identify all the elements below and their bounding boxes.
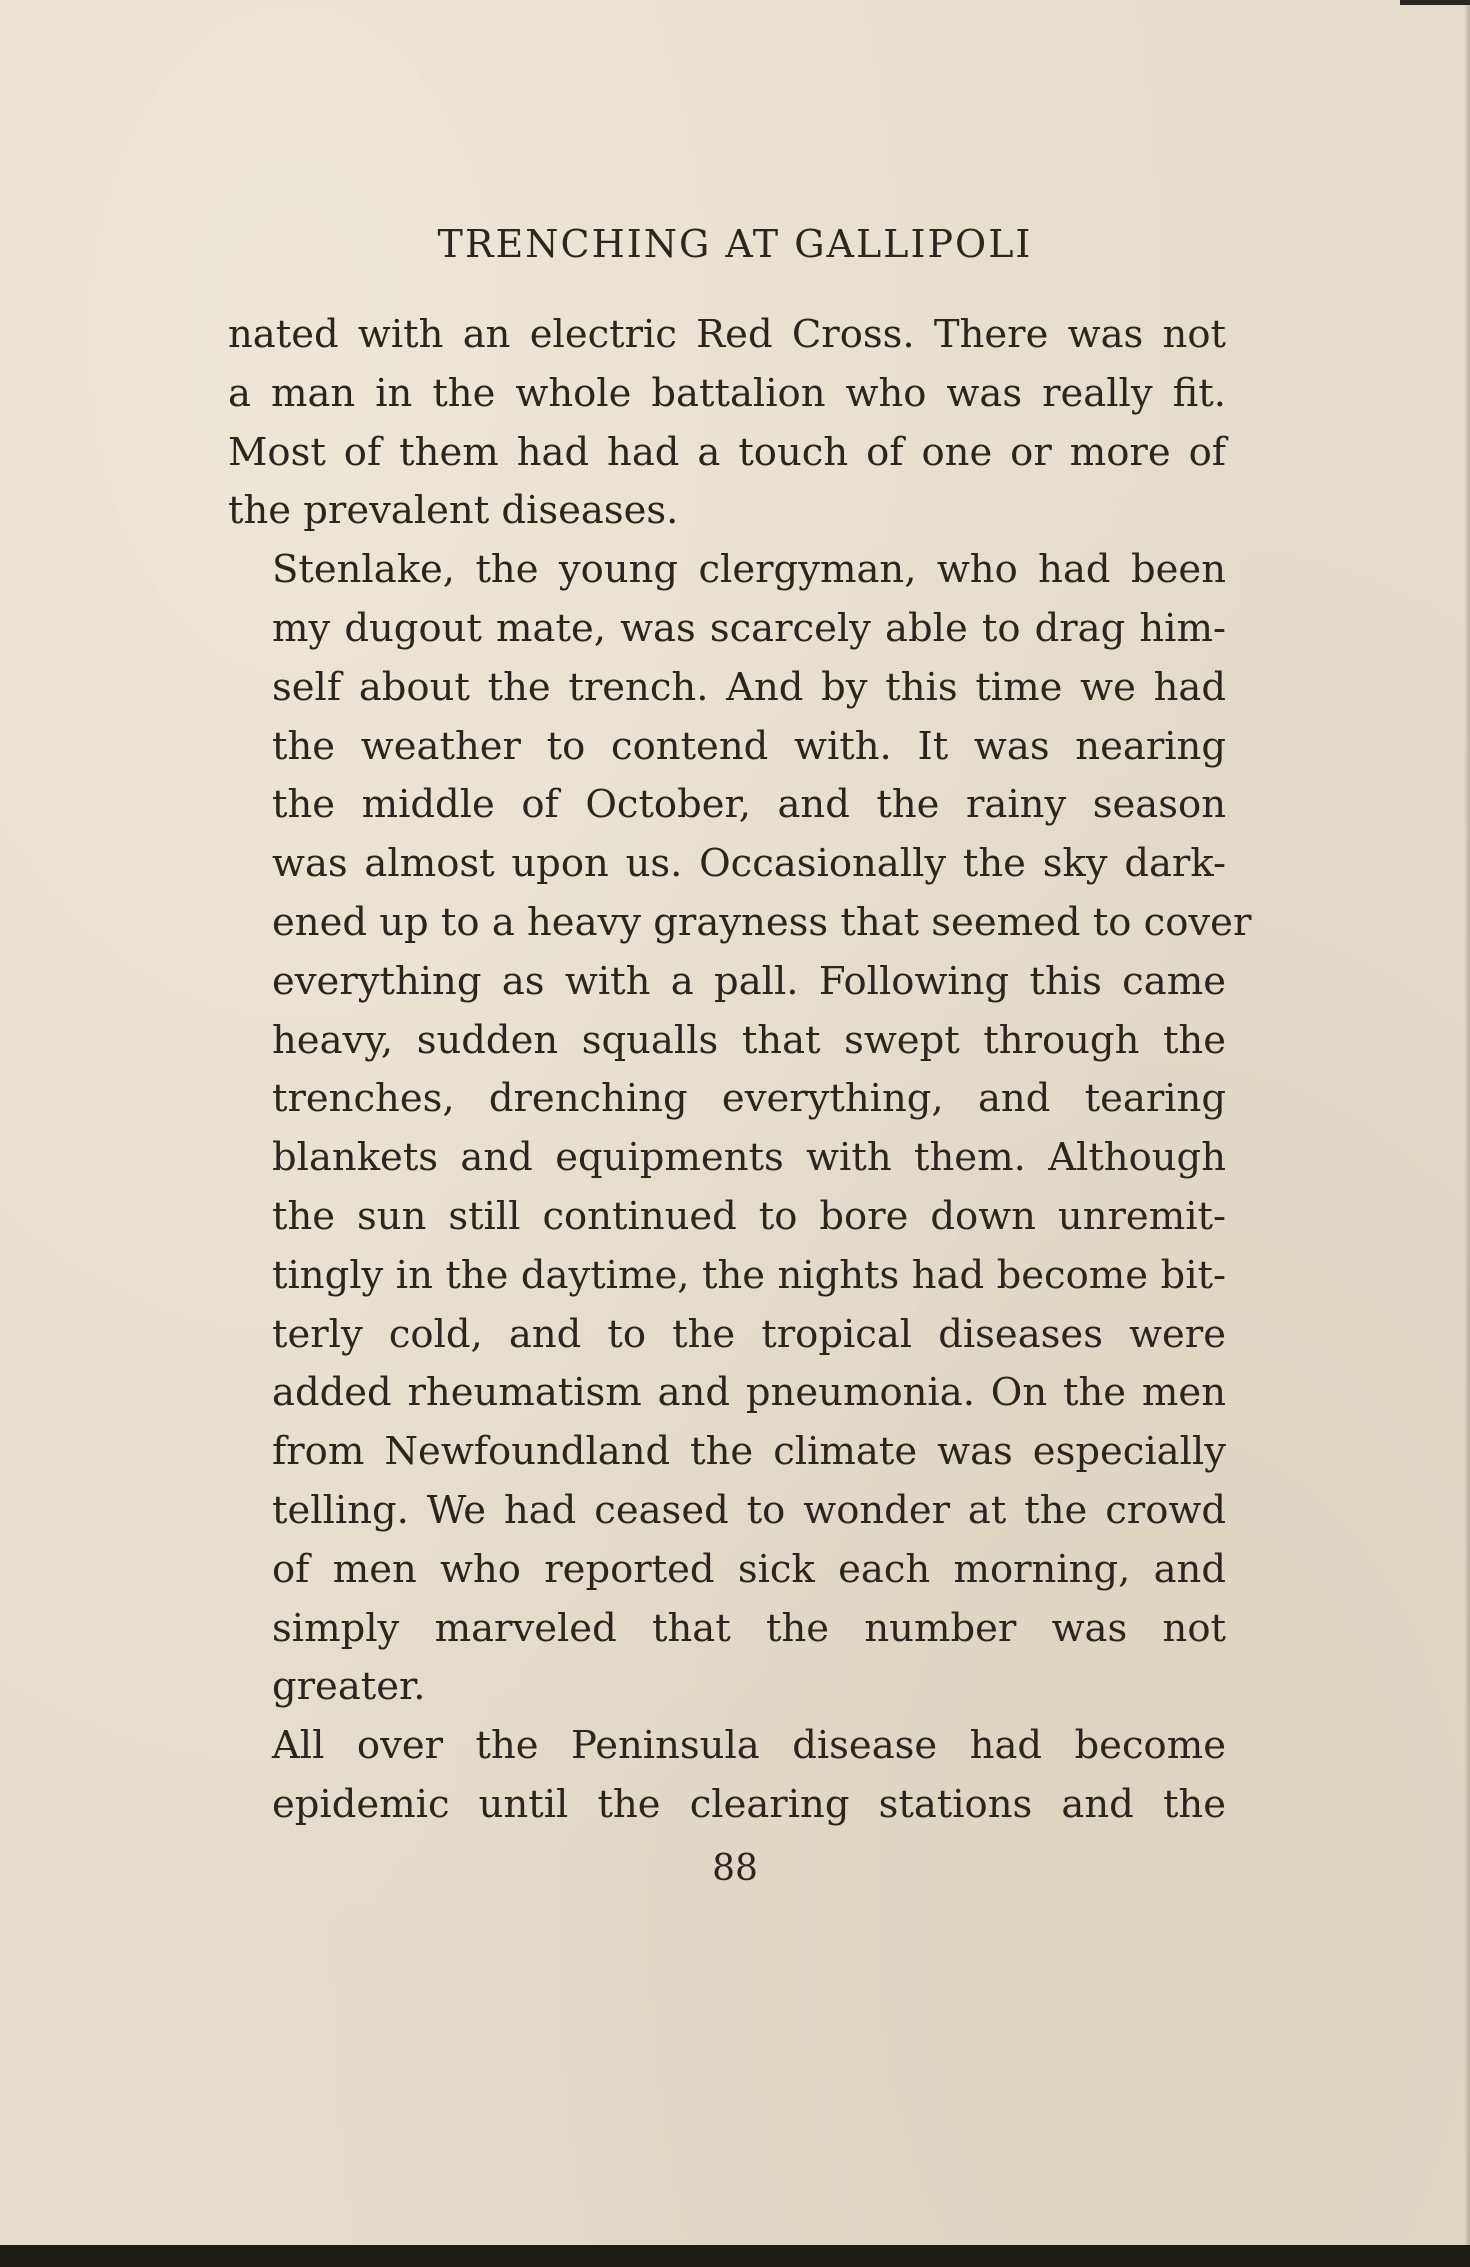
text-line: the prevalent diseases. (228, 488, 679, 534)
text-line: Most of them had had a touch of one or more of (228, 429, 1226, 475)
text-line: the sun still continued to bore down unremit- (272, 1193, 1226, 1239)
text-line: tingly in the daytime, the nights had become bit- (272, 1252, 1226, 1298)
text-line: Stenlake, the young clergyman, who had been (272, 547, 1226, 593)
text-line: was almost upon us. Occasionally the sky dark- (272, 841, 1226, 887)
text-line: epidemic until the clearing stations and the (272, 1781, 1226, 1827)
text-line: simply marveled that the number was not (272, 1605, 1226, 1651)
body-text (228, 306, 1252, 1835)
text-line: from Newfoundland the climate was especially (272, 1429, 1226, 1475)
text-line: trenches, drenching everything, and tearing (272, 1076, 1226, 1122)
paragraph-1 (228, 306, 1226, 541)
text-line: telling. We had ceased to wonder at the crowd (272, 1487, 1226, 1533)
text-line: self about the trench. And by this time we had (272, 664, 1226, 710)
text-line: added rheumatism and pneumonia. On the men (272, 1370, 1226, 1416)
text-line: everything as with a pall. Following this came (272, 958, 1226, 1004)
text-line: heavy, sudden squalls that swept through the (272, 1017, 1226, 1063)
text-line: terly cold, and to the tropical diseases were (272, 1311, 1226, 1357)
text-line: ened up to a heavy grayness that seemed to cover (272, 899, 1252, 945)
text-line: nated with an electric Red Cross. There was not (228, 312, 1226, 357)
text-line: All over the Peninsula disease had become (272, 1723, 1226, 1769)
running-head: TRENCHING AT GALLIPOLI (437, 222, 1033, 266)
text-line: a man in the whole battalion who was really fit. (228, 370, 1226, 416)
text-line: the middle of October, and the rainy season (272, 782, 1226, 828)
page-edge-bottom (0, 2245, 1470, 2267)
paragraph-3 (228, 1717, 1226, 1835)
paragraph-2 (228, 541, 1252, 1717)
text-line: of men who reported sick each morning, and (272, 1546, 1226, 1592)
page-number: 88 (712, 1848, 758, 1889)
text-line: greater. (272, 1664, 426, 1710)
text-line: blankets and equipments with them. Although (272, 1135, 1226, 1181)
page-edge-right (1464, 0, 1470, 2245)
text-line: my dugout mate, was scarcely able to drag him- (272, 605, 1226, 651)
page-edge-top (1400, 0, 1470, 5)
text-line: the weather to contend with. It was nearing (272, 723, 1226, 769)
